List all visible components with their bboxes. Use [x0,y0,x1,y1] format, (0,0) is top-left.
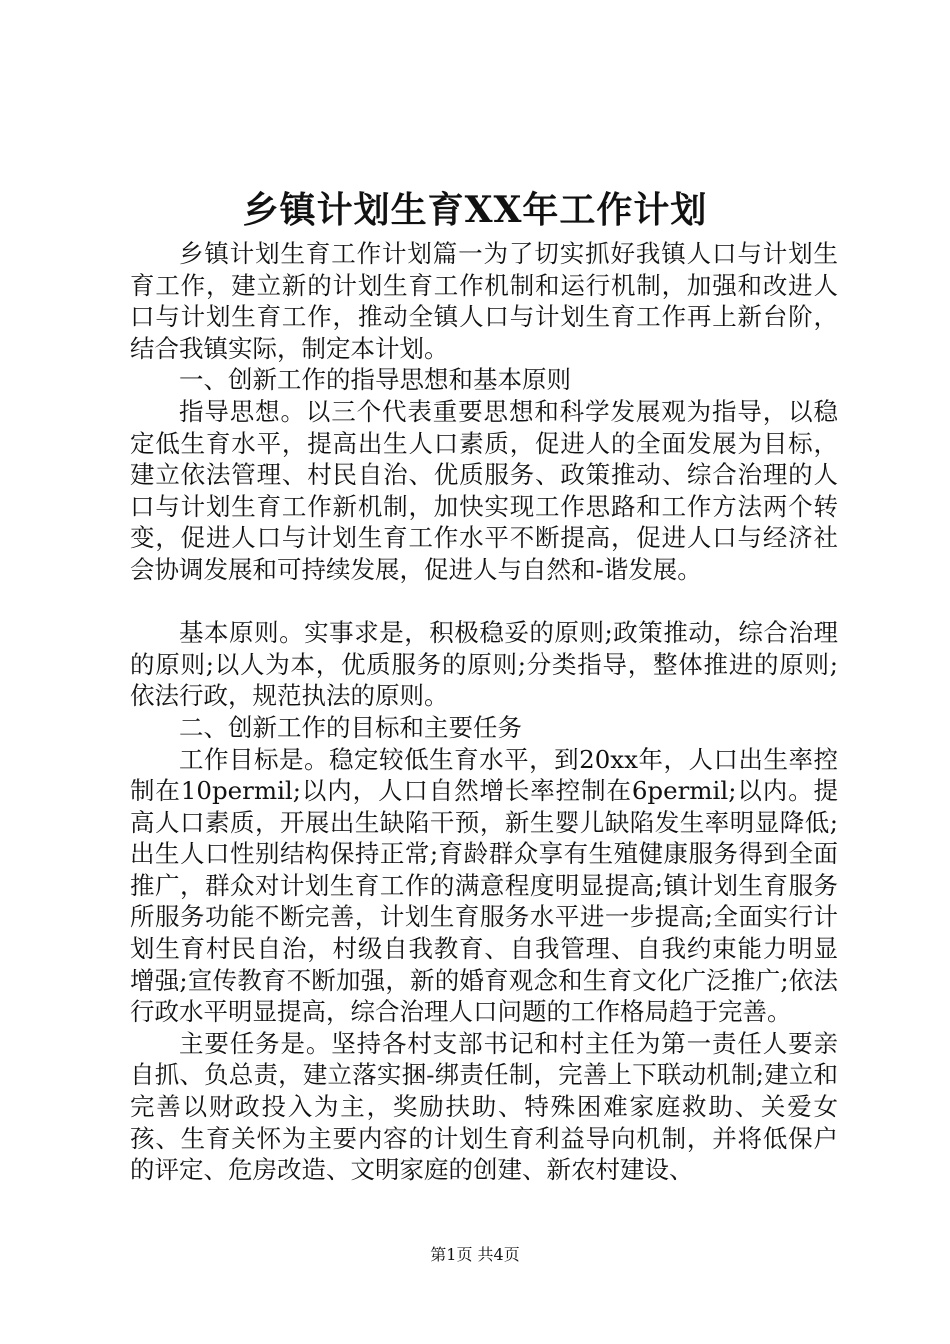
paragraph-guiding-thought: 指导思想。以三个代表重要思想和科学发展观为指导，以稳定低生育水平，提高出生人口素质，促进人的全面发展为目标，建立依法管理、村民自治、优质服务、政策推动、综合治理的人口与计划生育工作新机制，加快实现工作思路和工作方法两个转变，促进人口与计划生育工作水平不断提高，促进人口与经济社会协调发展和可持续发展，促进人与自然和-谐发展。 [130,396,838,584]
page-footer: 第1页 共4页 [430,1245,520,1264]
paragraph-basic-principles: 基本原则。实事求是，积极稳妥的原则;政策推动，综合治理的原则;以人为本，优质服务的原则;分类指导，整体推进的原则;依法行政，规范执法的原则。 [130,618,838,711]
paragraph-spacer [130,586,838,618]
section-heading-2: 二、创新工作的目标和主要任务 [179,712,522,742]
section-heading-1: 一、创新工作的指导思想和基本原则 [179,365,571,395]
paragraph-main-tasks: 主要任务是。坚持各村支部书记和村主任为第一责任人要亲自抓、负总责，建立落实捆-绑责任制，完善上下联动机制;建立和完善以财政投入为主，奖励扶助、特殊困难家庭救助、关爱女孩、生育关怀为主要内容的计划生育利益导向机制，并将低保户的评定、危房改造、文明家庭的创建、新农村建设、 [130,1028,838,1185]
document-title: 乡镇计划生育XX年工作计划 [242,189,708,231]
document-body [130,238,838,1186]
paragraph-intro: 乡镇计划生育工作计划篇一为了切实抓好我镇人口与计划生育工作，建立新的计划生育工作机制和运行机制，加强和改进人口与计划生育工作，推动全镇人口与计划生育工作再上新台阶，结合我镇实际，制定本计划。 [130,239,838,363]
paragraph-work-goals: 工作目标是。稳定较低生育水平，到20xx年，人口出生率控制在10permil;以内，人口自然增长率控制在6permil;以内。提高人口素质，开展出生缺陷干预，新生婴儿缺陷发生率明显降低;出生人口性别结构保持正常;育龄群众享有生殖健康服务得到全面推广，群众对计划生育工作的满意程度明显提高;镇计划生育服务所服务功能不断完善，计划生育服务水平进一步提高;全面实行计划生育村民自治，村级自我教育、自我管理、自我约束能力明显增强;宣传教育不断加强，新的婚育观念和生育文化广泛推广;依法行政水平明显提高，综合治理人口问题的工作格局趋于完善。 [130,744,838,1027]
